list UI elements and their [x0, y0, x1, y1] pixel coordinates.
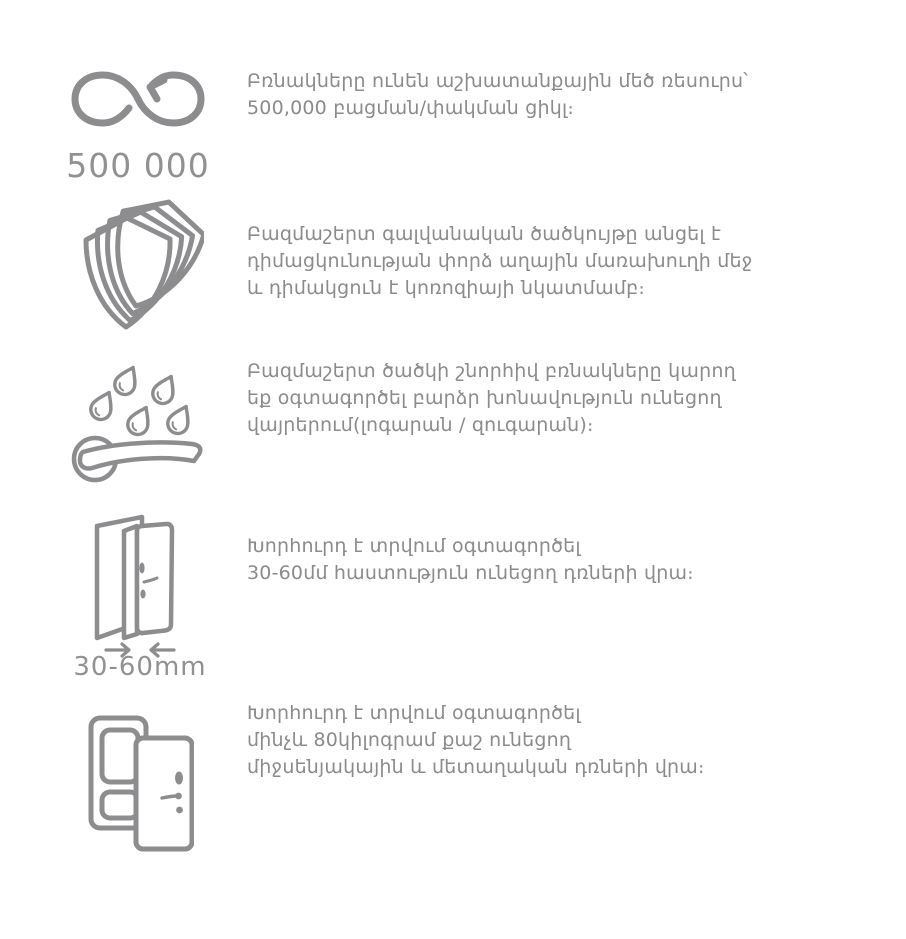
cycles-count-label: 500 000 [66, 146, 210, 185]
feature-text-line: միջսենյակային և մետաղական դռների վրա։ [247, 756, 705, 778]
feature-text-line: Բազմաշերտ գալվանական ծածկույթը անցել է [247, 223, 721, 245]
water-drops-door-handle-icon [70, 360, 204, 484]
layered-shield-icon [82, 196, 204, 342]
feature-text-coating [247, 221, 753, 302]
door-thickness-icon [92, 514, 196, 664]
feature-text-line: Խորհուրդ է տրվում օգտագործել [247, 702, 581, 724]
feature-text-cycles [247, 68, 748, 122]
feature-text-line: մինչև 80կիլոգրամ քաշ ունեցող [247, 729, 572, 751]
feature-text-line: 30-60մմ հաստություն ունեցող դռների վրա։ [247, 562, 694, 584]
infinity-cycle-icon [70, 56, 206, 142]
feature-text-line: Բռնակները ունեն աշխատանքային մեծ ռեսուրս՝ [247, 70, 748, 92]
interior-metal-doors-icon [86, 693, 194, 857]
feature-text-line: Խորհուրդ է տրվում օգտագործել [247, 535, 581, 557]
feature-text-line: դիմացկունության փորձ աղային մառախուղի մեջ [247, 250, 753, 272]
feature-text-line: և դիմակցուն է կոռոզիայի նկատմամբ։ [247, 277, 645, 299]
feature-text-thickness [247, 533, 694, 587]
feature-text-door-weight [247, 700, 705, 781]
door-thickness-label: 30-60mm [73, 652, 207, 682]
feature-text-line: Բազմաշերտ ծածկի շնորհիվ բռնակները կարող [247, 360, 736, 382]
feature-text-line: վայրերում(լոգարան / զուգարան)։ [247, 414, 594, 436]
feature-text-moisture [247, 358, 736, 439]
feature-text-line: եք օգտագործել բարձր խոնավություն ունեցող [247, 387, 722, 409]
feature-text-line: 500,000 բացման/փակման ցիկլ։ [247, 97, 574, 119]
